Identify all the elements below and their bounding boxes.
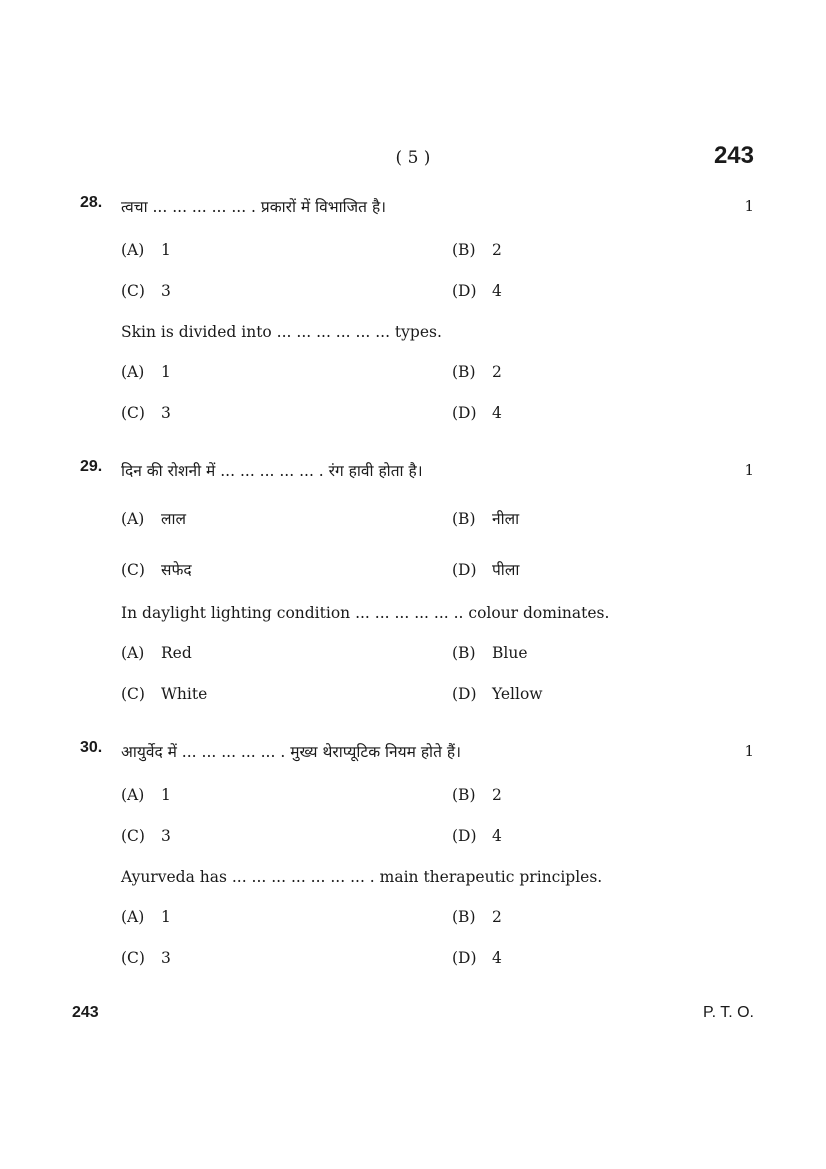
- option-c-hindi: [121, 282, 171, 300]
- option-text: 3: [161, 827, 171, 845]
- option-label: (C): [121, 949, 145, 967]
- option-d-english: [452, 685, 543, 703]
- option-label: (B): [452, 241, 476, 259]
- option-text: 1: [161, 786, 171, 804]
- question-number: 28.: [80, 194, 103, 211]
- option-label: (B): [452, 908, 476, 926]
- option-c-english: [121, 404, 171, 422]
- option-d-hindi: [452, 827, 502, 845]
- option-b-english: [452, 363, 502, 381]
- page-number: ( 5 ): [395, 148, 431, 168]
- option-c-hindi: [121, 827, 171, 845]
- option-text: White: [161, 685, 208, 703]
- option-label: (C): [121, 561, 145, 579]
- question-text-hindi: त्वचा ... ... ... ... ... . प्रकारों में विभाजित है।: [121, 198, 387, 216]
- option-label: (A): [121, 510, 145, 528]
- option-a-english: [121, 908, 171, 926]
- option-text: 2: [492, 908, 502, 926]
- option-text: 3: [161, 949, 171, 967]
- option-b-english: [452, 644, 528, 662]
- option-label: (D): [452, 949, 477, 967]
- question-marks: 1: [744, 461, 754, 479]
- option-label: (B): [452, 510, 476, 528]
- option-text: सफेद: [161, 561, 192, 579]
- option-text: 1: [161, 241, 171, 259]
- option-text: 3: [161, 282, 171, 300]
- option-c-english: [121, 949, 171, 967]
- option-text: 4: [492, 827, 502, 845]
- option-label: (A): [121, 241, 145, 259]
- option-text: 1: [161, 363, 171, 381]
- option-label: (D): [452, 827, 477, 845]
- option-d-english: [452, 949, 502, 967]
- question-text-english: In daylight lighting condition ... ... ... ... ... .. colour dominates.: [121, 604, 610, 622]
- question-text-english: Skin is divided into ... ... ... ... ... ... types.: [121, 323, 442, 341]
- option-a-hindi: [121, 241, 171, 259]
- option-text: Blue: [492, 644, 528, 662]
- option-label: (D): [452, 685, 477, 703]
- paper-code-top: 243: [713, 142, 754, 169]
- option-text: 4: [492, 949, 502, 967]
- question-marks: 1: [744, 742, 754, 760]
- option-label: (A): [121, 363, 145, 381]
- option-b-hindi: [452, 786, 502, 804]
- option-text: पीला: [492, 561, 520, 579]
- option-label: (B): [452, 786, 476, 804]
- option-text: 3: [161, 404, 171, 422]
- option-label: (B): [452, 363, 476, 381]
- option-label: (D): [452, 404, 477, 422]
- option-a-hindi: [121, 507, 186, 529]
- option-label: (A): [121, 786, 145, 804]
- paper-code-bottom: 243: [72, 1004, 99, 1021]
- option-label: (C): [121, 685, 145, 703]
- option-text: लाल: [161, 510, 187, 528]
- option-label: (D): [452, 282, 477, 300]
- option-text: Yellow: [492, 685, 543, 703]
- option-label: (C): [121, 827, 145, 845]
- option-b-english: [452, 908, 502, 926]
- option-a-english: [121, 363, 171, 381]
- question-text-hindi: आयुर्वेद में ... ... ... ... ... . मुख्य थेराप्यूटिक नियम होते हैं।: [121, 743, 461, 761]
- option-label: (C): [121, 404, 145, 422]
- option-c-hindi: [121, 558, 192, 580]
- option-a-hindi: [121, 786, 171, 804]
- option-text: 2: [492, 363, 502, 381]
- option-label: (D): [452, 561, 477, 579]
- option-d-english: [452, 404, 502, 422]
- option-d-hindi: [452, 282, 502, 300]
- option-b-hindi: [452, 507, 519, 529]
- option-d-hindi: [452, 558, 519, 580]
- option-label: (C): [121, 282, 145, 300]
- option-label: (A): [121, 908, 145, 926]
- option-label: (B): [452, 644, 476, 662]
- option-b-hindi: [452, 241, 502, 259]
- question-number: 30.: [80, 739, 103, 756]
- option-text: 2: [492, 241, 502, 259]
- question-text-hindi: दिन की रोशनी में ... ... ... ... ... . रंग हावी होता है।: [121, 462, 423, 480]
- option-text: Red: [161, 644, 192, 662]
- option-a-english: [121, 644, 192, 662]
- option-text: 4: [492, 282, 502, 300]
- pto-label: P. T. O.: [703, 1004, 754, 1021]
- question-text-english: Ayurveda has ... ... ... ... ... ... ... . main therapeutic principles.: [121, 868, 603, 886]
- question-marks: 1: [744, 197, 754, 215]
- option-text: 2: [492, 786, 502, 804]
- question-number: 29.: [80, 458, 103, 475]
- option-text: 4: [492, 404, 502, 422]
- option-c-english: [121, 685, 207, 703]
- option-text: नीला: [492, 510, 520, 528]
- option-text: 1: [161, 908, 171, 926]
- option-label: (A): [121, 644, 145, 662]
